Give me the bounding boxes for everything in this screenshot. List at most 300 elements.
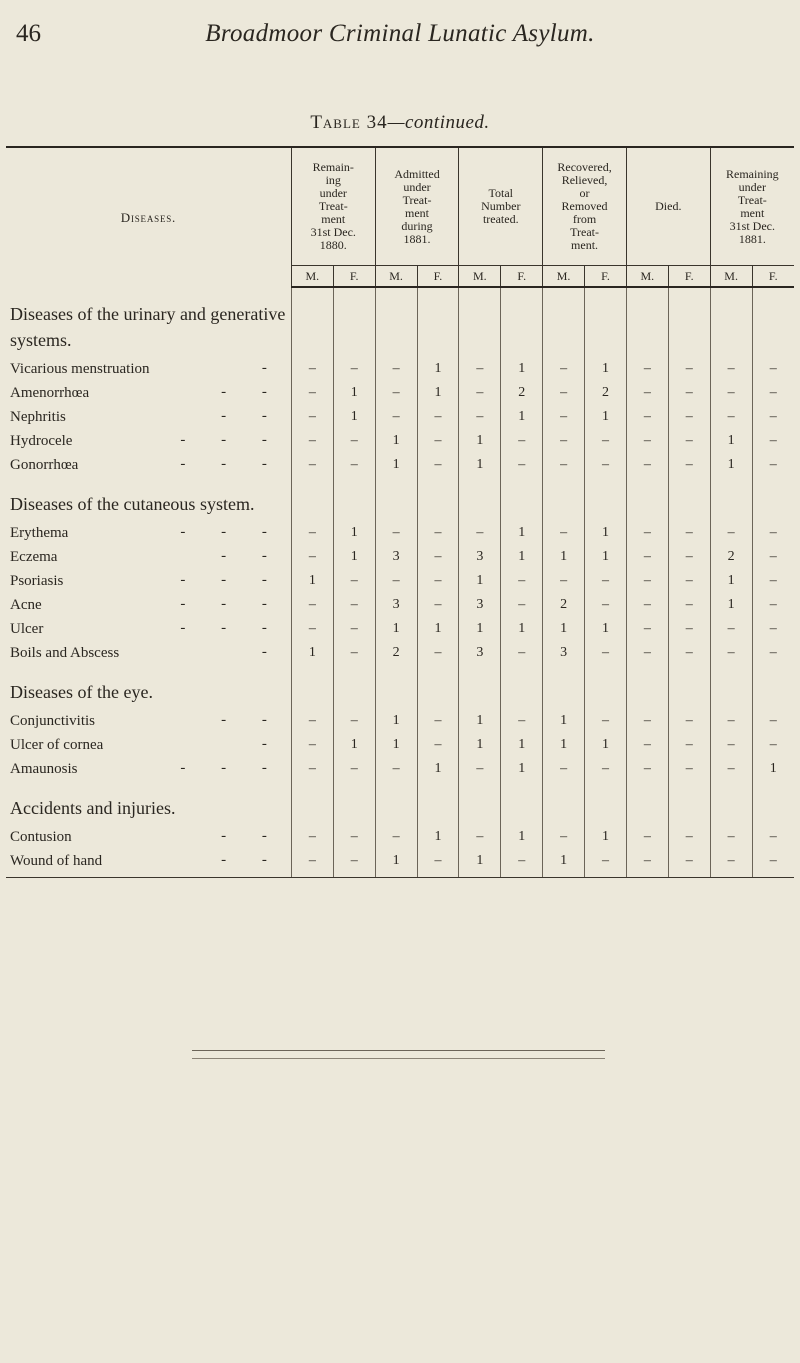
value-cell: 1 xyxy=(375,733,417,757)
value-cell: – xyxy=(543,521,585,545)
value-cell: – xyxy=(291,593,333,617)
empty-cell xyxy=(668,665,710,709)
value-cell: – xyxy=(417,733,459,757)
value-cell: – xyxy=(626,617,668,641)
value-cell: 1 xyxy=(543,849,585,878)
value-cell: – xyxy=(333,593,375,617)
empty-cell xyxy=(710,287,752,357)
leader-dashes: - - - xyxy=(180,432,283,448)
disease-name: Vicarious menstruation xyxy=(10,360,150,377)
value-cell: – xyxy=(375,521,417,545)
value-cell: – xyxy=(543,405,585,429)
section-header-row xyxy=(6,477,794,521)
column-group-header: Recovered, Relieved, or Removed from Treat- ment. xyxy=(543,147,627,266)
disease-name: Nephritis xyxy=(10,408,66,425)
disease-name: Gonorrhœa xyxy=(10,456,79,473)
table-row xyxy=(6,453,794,477)
value-cell: 1 xyxy=(501,825,543,849)
value-cell: – xyxy=(668,593,710,617)
value-cell: 1 xyxy=(501,733,543,757)
value-cell: – xyxy=(501,849,543,878)
leader-dashes: - - - xyxy=(180,620,283,636)
value-cell: – xyxy=(501,569,543,593)
value-cell: – xyxy=(543,453,585,477)
value-cell: 1 xyxy=(417,357,459,381)
value-cell: 1 xyxy=(459,733,501,757)
table-row xyxy=(6,569,794,593)
value-cell: – xyxy=(291,825,333,849)
value-cell: 1 xyxy=(585,825,627,849)
value-cell: – xyxy=(543,381,585,405)
value-cell: 1 xyxy=(710,593,752,617)
value-cell: – xyxy=(752,453,794,477)
value-cell: – xyxy=(752,569,794,593)
value-cell: – xyxy=(291,757,333,781)
value-cell: – xyxy=(501,453,543,477)
empty-cell xyxy=(710,665,752,709)
value-cell: – xyxy=(626,709,668,733)
empty-cell xyxy=(752,287,794,357)
value-cell: 1 xyxy=(710,569,752,593)
disease-name-cell xyxy=(6,381,291,405)
column-group-header: Remain- ing under Treat- ment 31st Dec. 1880. xyxy=(291,147,375,266)
section-title: Diseases of the cutaneous system. xyxy=(10,494,255,514)
value-cell: – xyxy=(710,357,752,381)
value-cell: 3 xyxy=(375,593,417,617)
value-cell: – xyxy=(626,405,668,429)
value-cell: 1 xyxy=(710,453,752,477)
value-cell: – xyxy=(626,825,668,849)
value-cell: 2 xyxy=(543,593,585,617)
value-cell: – xyxy=(585,569,627,593)
value-cell: 1 xyxy=(459,569,501,593)
value-cell: – xyxy=(710,521,752,545)
value-cell: 3 xyxy=(459,593,501,617)
value-cell: – xyxy=(417,429,459,453)
column-group-header: Total Number treated. xyxy=(459,147,543,266)
section-header-row xyxy=(6,781,794,825)
value-cell: – xyxy=(668,453,710,477)
empty-cell xyxy=(543,477,585,521)
value-cell: – xyxy=(626,569,668,593)
value-cell: – xyxy=(543,429,585,453)
value-cell: – xyxy=(417,405,459,429)
value-cell: – xyxy=(291,521,333,545)
empty-cell xyxy=(333,287,375,357)
value-cell: 3 xyxy=(375,545,417,569)
empty-cell xyxy=(585,477,627,521)
value-cell: – xyxy=(375,381,417,405)
value-cell: – xyxy=(626,593,668,617)
value-cell: – xyxy=(417,593,459,617)
value-cell: 1 xyxy=(375,453,417,477)
value-cell: – xyxy=(417,569,459,593)
value-cell: – xyxy=(459,381,501,405)
leader-dashes: - - - xyxy=(180,456,283,472)
value-cell: – xyxy=(668,641,710,665)
leader-dashes: - xyxy=(261,736,283,752)
disease-name-cell xyxy=(6,849,291,878)
table-title-prefix: Table 34 xyxy=(310,112,388,133)
value-cell: – xyxy=(752,825,794,849)
value-cell: – xyxy=(333,357,375,381)
value-cell: 1 xyxy=(543,733,585,757)
sex-subheader: F. xyxy=(752,266,794,288)
value-cell: 1 xyxy=(585,733,627,757)
value-cell: – xyxy=(459,405,501,429)
leader-dashes: - - - xyxy=(180,596,283,612)
value-cell: – xyxy=(626,757,668,781)
sex-subheader: M. xyxy=(543,266,585,288)
disease-name-cell xyxy=(6,429,291,453)
value-cell: – xyxy=(501,641,543,665)
value-cell: – xyxy=(501,429,543,453)
value-cell: – xyxy=(417,545,459,569)
column-group-header: Admitted under Treat- ment during 1881. xyxy=(375,147,459,266)
table-row xyxy=(6,545,794,569)
value-cell: – xyxy=(291,429,333,453)
empty-cell xyxy=(710,477,752,521)
value-cell: – xyxy=(668,709,710,733)
disease-name: Erythema xyxy=(10,524,69,541)
leader-dashes: - - xyxy=(221,408,283,424)
sex-subheader: F. xyxy=(501,266,543,288)
disease-name: Contusion xyxy=(10,828,72,845)
value-cell: – xyxy=(333,757,375,781)
value-cell: 1 xyxy=(501,405,543,429)
footer-rule xyxy=(192,1058,605,1059)
disease-name-cell xyxy=(6,641,291,665)
footer-rule xyxy=(192,1050,605,1051)
value-cell: 1 xyxy=(375,429,417,453)
empty-cell xyxy=(333,781,375,825)
empty-cell xyxy=(375,477,417,521)
value-cell: 3 xyxy=(459,641,501,665)
value-cell: – xyxy=(375,405,417,429)
value-cell: – xyxy=(626,381,668,405)
empty-cell xyxy=(375,287,417,357)
value-cell: – xyxy=(417,521,459,545)
disease-name-cell xyxy=(6,617,291,641)
value-cell: – xyxy=(333,709,375,733)
value-cell: – xyxy=(333,617,375,641)
value-cell: – xyxy=(710,849,752,878)
empty-cell xyxy=(626,477,668,521)
value-cell: 1 xyxy=(375,849,417,878)
value-cell: – xyxy=(710,381,752,405)
value-cell: – xyxy=(668,849,710,878)
disease-statistics-table xyxy=(6,146,794,878)
empty-cell xyxy=(752,781,794,825)
empty-cell xyxy=(585,665,627,709)
empty-cell xyxy=(417,781,459,825)
value-cell: 1 xyxy=(543,709,585,733)
value-cell: – xyxy=(333,641,375,665)
empty-cell xyxy=(375,781,417,825)
value-cell: 1 xyxy=(333,733,375,757)
value-cell: – xyxy=(459,521,501,545)
value-cell: – xyxy=(459,357,501,381)
table-row xyxy=(6,381,794,405)
empty-cell xyxy=(459,665,501,709)
value-cell: 1 xyxy=(585,545,627,569)
disease-name-cell xyxy=(6,357,291,381)
empty-cell xyxy=(291,665,333,709)
leader-dashes: - - xyxy=(221,852,283,868)
value-cell: – xyxy=(626,453,668,477)
disease-name-cell xyxy=(6,825,291,849)
table-title xyxy=(0,112,800,134)
empty-cell xyxy=(417,665,459,709)
column-group-header: Remaining under Treat- ment 31st Dec. 1881. xyxy=(710,147,794,266)
value-cell: – xyxy=(752,733,794,757)
disease-name-cell xyxy=(6,521,291,545)
empty-cell xyxy=(459,287,501,357)
value-cell: – xyxy=(710,757,752,781)
value-cell: 2 xyxy=(710,545,752,569)
empty-cell xyxy=(752,477,794,521)
empty-cell xyxy=(752,665,794,709)
value-cell: – xyxy=(333,825,375,849)
empty-cell xyxy=(291,477,333,521)
value-cell: 1 xyxy=(375,617,417,641)
disease-name-cell xyxy=(6,569,291,593)
table-body xyxy=(6,287,794,878)
value-cell: – xyxy=(291,405,333,429)
value-cell: – xyxy=(291,733,333,757)
value-cell: 2 xyxy=(375,641,417,665)
empty-cell xyxy=(585,781,627,825)
value-cell: – xyxy=(585,641,627,665)
value-cell: – xyxy=(543,357,585,381)
value-cell: – xyxy=(626,521,668,545)
value-cell: – xyxy=(333,569,375,593)
value-cell: – xyxy=(668,357,710,381)
sex-subheader: M. xyxy=(626,266,668,288)
value-cell: 1 xyxy=(501,757,543,781)
value-cell: 1 xyxy=(585,521,627,545)
value-cell: 1 xyxy=(501,545,543,569)
section-title: Diseases of the urinary and generative systems. xyxy=(10,304,286,350)
disease-name-cell xyxy=(6,757,291,781)
value-cell: 1 xyxy=(585,405,627,429)
disease-name-cell xyxy=(6,709,291,733)
empty-cell xyxy=(668,287,710,357)
section-header-row xyxy=(6,665,794,709)
value-cell: – xyxy=(291,849,333,878)
value-cell: – xyxy=(543,757,585,781)
value-cell: – xyxy=(668,617,710,641)
disease-name: Wound of hand xyxy=(10,852,103,869)
section-title: Accidents and injuries. xyxy=(10,798,176,818)
empty-cell xyxy=(375,665,417,709)
leader-dashes: - - - xyxy=(180,524,283,540)
disease-name: Conjunctivitis xyxy=(10,712,96,729)
disease-name-cell xyxy=(6,545,291,569)
value-cell: 1 xyxy=(291,569,333,593)
value-cell: – xyxy=(752,381,794,405)
disease-name: Ulcer of cornea xyxy=(10,736,104,753)
value-cell: – xyxy=(752,521,794,545)
sex-subheader: M. xyxy=(459,266,501,288)
value-cell: – xyxy=(375,569,417,593)
table-row xyxy=(6,429,794,453)
value-cell: – xyxy=(543,569,585,593)
empty-cell xyxy=(417,477,459,521)
disease-name: Psoriasis xyxy=(10,572,64,589)
leader-dashes: - xyxy=(261,360,283,376)
table-row xyxy=(6,357,794,381)
table-row xyxy=(6,641,794,665)
table-row xyxy=(6,733,794,757)
disease-name-cell xyxy=(6,593,291,617)
section-header-row xyxy=(6,287,794,357)
value-cell: – xyxy=(291,453,333,477)
value-cell: – xyxy=(710,733,752,757)
value-cell: 1 xyxy=(417,757,459,781)
value-cell: – xyxy=(668,825,710,849)
value-cell: – xyxy=(626,641,668,665)
leader-dashes: - xyxy=(261,644,283,660)
leader-dashes: - - xyxy=(221,712,283,728)
leader-dashes: - - - xyxy=(180,760,283,776)
table-row xyxy=(6,825,794,849)
value-cell: 1 xyxy=(375,709,417,733)
leader-dashes: - - - xyxy=(180,572,283,588)
value-cell: – xyxy=(459,757,501,781)
value-cell: 1 xyxy=(501,521,543,545)
value-cell: – xyxy=(668,569,710,593)
sex-subheader: M. xyxy=(291,266,333,288)
value-cell: – xyxy=(291,617,333,641)
empty-cell xyxy=(668,781,710,825)
empty-cell xyxy=(626,665,668,709)
disease-name: Hydrocele xyxy=(10,432,73,449)
table-row xyxy=(6,617,794,641)
value-cell: – xyxy=(585,757,627,781)
value-cell: 1 xyxy=(501,357,543,381)
value-cell: – xyxy=(585,429,627,453)
value-cell: – xyxy=(291,381,333,405)
value-cell: – xyxy=(375,357,417,381)
value-cell: 1 xyxy=(333,521,375,545)
disease-name: Eczema xyxy=(10,548,58,565)
value-cell: – xyxy=(585,453,627,477)
value-cell: – xyxy=(668,521,710,545)
disease-name-cell xyxy=(6,453,291,477)
value-cell: – xyxy=(752,357,794,381)
empty-cell xyxy=(626,287,668,357)
value-cell: – xyxy=(333,429,375,453)
disease-name-cell xyxy=(6,405,291,429)
empty-cell xyxy=(543,665,585,709)
value-cell: – xyxy=(291,545,333,569)
value-cell: – xyxy=(417,849,459,878)
value-cell: 1 xyxy=(501,617,543,641)
value-cell: 1 xyxy=(291,641,333,665)
value-cell: – xyxy=(626,357,668,381)
empty-cell xyxy=(543,287,585,357)
sex-subheader: F. xyxy=(333,266,375,288)
value-cell: – xyxy=(710,405,752,429)
value-cell: 1 xyxy=(333,545,375,569)
value-cell: – xyxy=(668,429,710,453)
value-cell: – xyxy=(752,617,794,641)
value-cell: – xyxy=(710,709,752,733)
value-cell: 1 xyxy=(459,429,501,453)
value-cell: – xyxy=(459,825,501,849)
table-title-suffix: —continued. xyxy=(387,112,490,133)
value-cell: – xyxy=(291,709,333,733)
value-cell: – xyxy=(626,849,668,878)
value-cell: 1 xyxy=(333,405,375,429)
value-cell: – xyxy=(668,733,710,757)
empty-cell xyxy=(333,665,375,709)
value-cell: 1 xyxy=(585,617,627,641)
sex-subheader: F. xyxy=(668,266,710,288)
value-cell: 1 xyxy=(585,357,627,381)
value-cell: 1 xyxy=(543,617,585,641)
column-group-header: Died. xyxy=(626,147,710,266)
diseases-column-header: Diseases. xyxy=(6,147,291,287)
empty-cell xyxy=(333,477,375,521)
value-cell: – xyxy=(585,709,627,733)
empty-cell xyxy=(291,287,333,357)
empty-cell xyxy=(501,287,543,357)
value-cell: – xyxy=(752,593,794,617)
value-cell: 1 xyxy=(710,429,752,453)
value-cell: 1 xyxy=(459,849,501,878)
value-cell: – xyxy=(710,617,752,641)
header-row xyxy=(6,147,794,266)
sex-subheader: M. xyxy=(375,266,417,288)
value-cell: – xyxy=(752,429,794,453)
value-cell: – xyxy=(417,641,459,665)
value-cell: 1 xyxy=(417,617,459,641)
value-cell: 1 xyxy=(417,381,459,405)
value-cell: – xyxy=(752,709,794,733)
disease-name-cell xyxy=(6,733,291,757)
disease-name: Amenorrhœa xyxy=(10,384,90,401)
empty-cell xyxy=(501,477,543,521)
value-cell: – xyxy=(710,641,752,665)
empty-cell xyxy=(668,477,710,521)
value-cell: – xyxy=(501,593,543,617)
sex-subheader: F. xyxy=(585,266,627,288)
empty-cell xyxy=(710,781,752,825)
empty-cell xyxy=(459,477,501,521)
value-cell: – xyxy=(668,757,710,781)
value-cell: 1 xyxy=(752,757,794,781)
sex-subheader: F. xyxy=(417,266,459,288)
empty-cell xyxy=(501,781,543,825)
value-cell: – xyxy=(417,453,459,477)
empty-cell xyxy=(291,781,333,825)
disease-name: Amaunosis xyxy=(10,760,78,777)
value-cell: – xyxy=(417,709,459,733)
value-cell: 3 xyxy=(543,641,585,665)
table-row xyxy=(6,405,794,429)
value-cell: – xyxy=(543,825,585,849)
value-cell: – xyxy=(752,849,794,878)
page-number: 46 xyxy=(16,20,41,47)
value-cell: – xyxy=(668,405,710,429)
value-cell: – xyxy=(626,545,668,569)
value-cell: – xyxy=(333,849,375,878)
section-title: Diseases of the eye. xyxy=(10,682,153,702)
value-cell: – xyxy=(752,545,794,569)
disease-name: Acne xyxy=(10,596,42,613)
